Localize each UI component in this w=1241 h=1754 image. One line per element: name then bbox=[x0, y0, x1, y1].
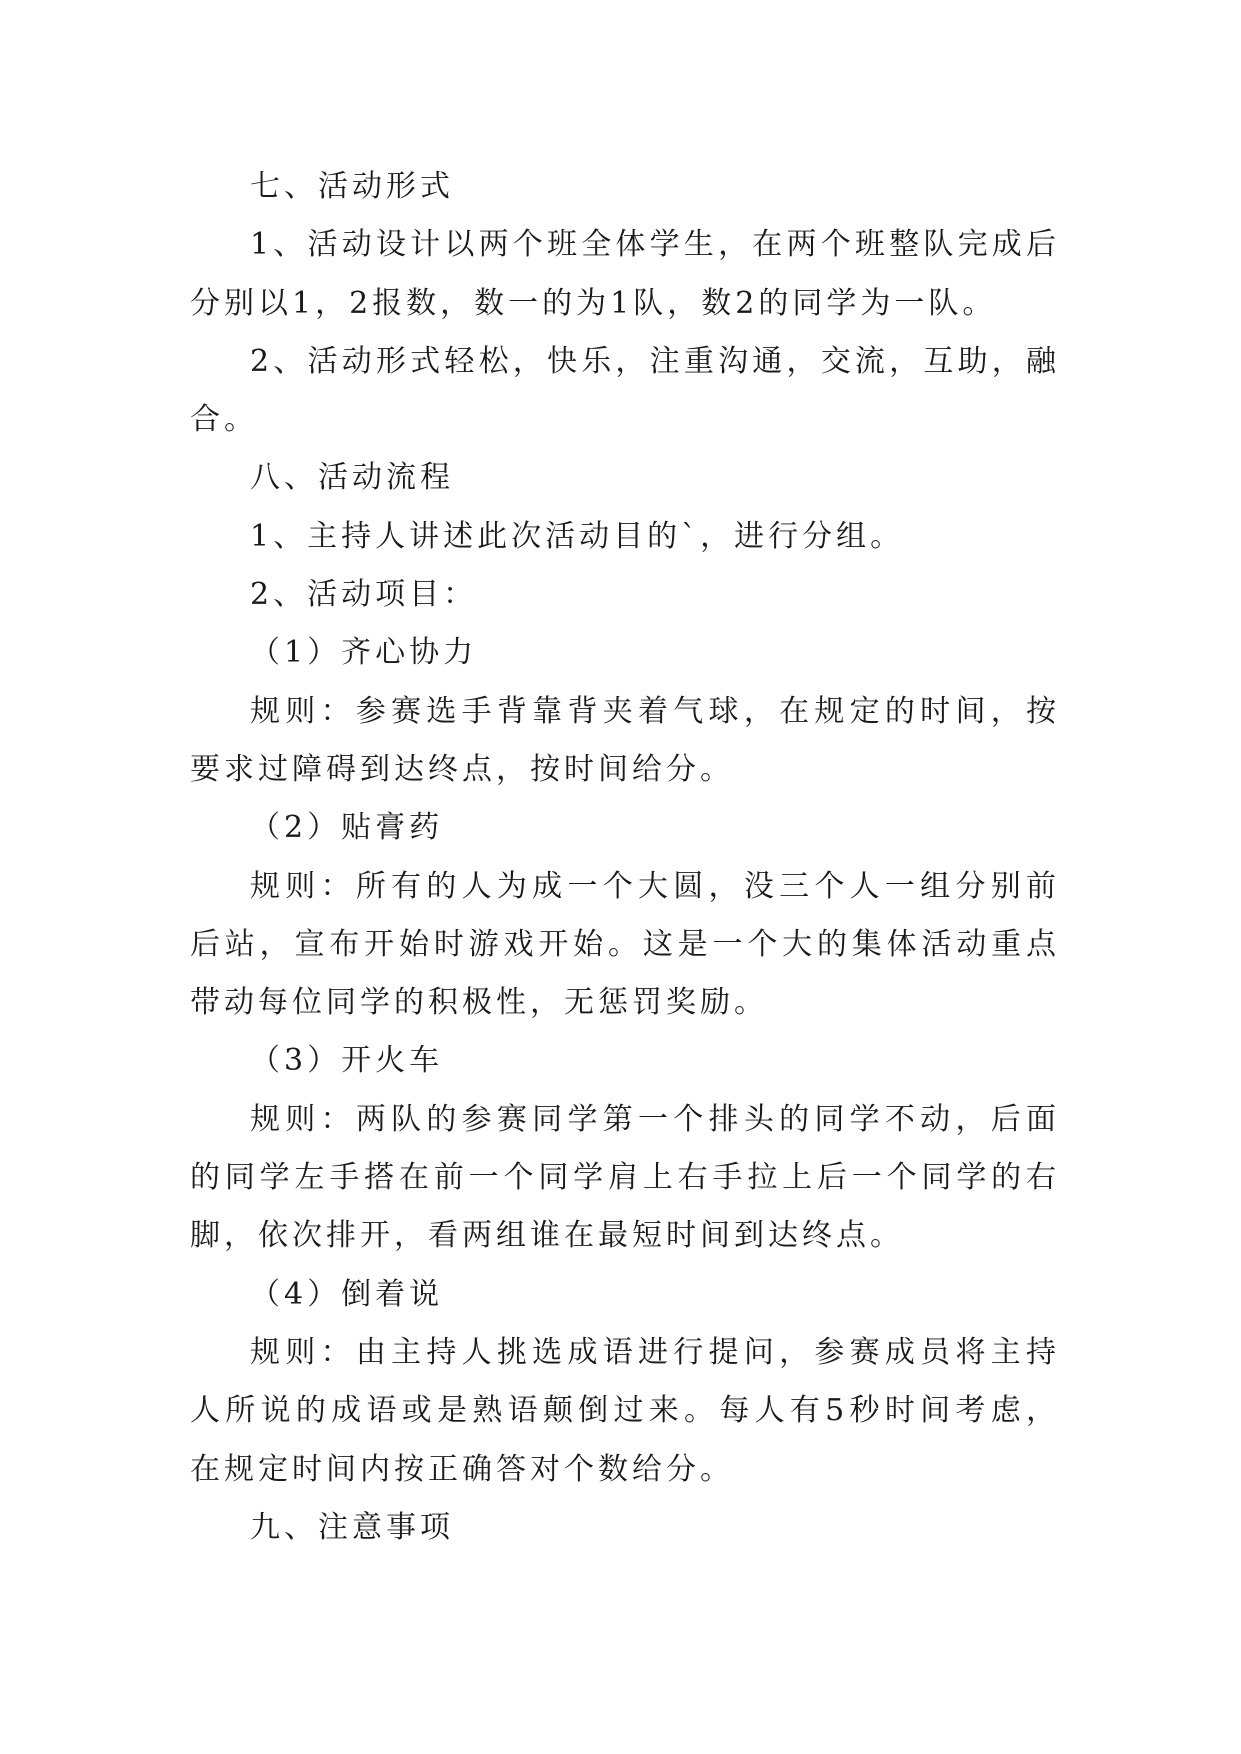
section-heading-notes: 九、注意事项 bbox=[250, 1509, 454, 1545]
paragraph-activity-design: 1、活动设计以两个班全体学生，在两个班整队完成后分别以1，2报数，数一的为1队，数2的同学为一队。 bbox=[190, 227, 1060, 321]
item-rule-3: 规则：两队的参赛同学第一个排头的同学不动，后面的同学左手搭在前一个同学肩上右手拉上后一个同学的右脚，依次排开，看两组谁在最短时间到达终点。 bbox=[190, 1101, 1060, 1254]
item-rule-2: 规则：所有的人为成一个大圆，没三个人一组分别前后站，宣布开始时游戏开始。这是一个大的集体活动重点带动每位同学的积极性，无惩罚奖励。 bbox=[190, 868, 1060, 1021]
item-heading-1: （1）齐心协力 bbox=[250, 635, 478, 671]
item-heading-3: （3）开火车 bbox=[250, 1043, 444, 1079]
paragraph-activity-items: 2、活动项目： bbox=[250, 577, 478, 613]
item-rule-4: 规则：由主持人挑选成语进行提问，参赛成员将主持人所说的成语或是熟语颠倒过来。每人有5秒时间考虑，在规定时间内按正确答对个数给分。 bbox=[190, 1334, 1060, 1487]
paragraph-activity-style: 2、活动形式轻松，快乐，注重沟通，交流，互助，融合。 bbox=[190, 343, 1060, 438]
paragraph-host-intro: 1、主持人讲述此次活动目的`，进行分组。 bbox=[250, 518, 905, 554]
item-heading-4: （4）倒着说 bbox=[250, 1276, 444, 1312]
item-heading-2: （2）贴膏药 bbox=[250, 810, 444, 846]
section-heading-activity-form: 七、活动形式 bbox=[250, 169, 454, 204]
section-heading-activity-process: 八、活动流程 bbox=[250, 460, 454, 496]
item-rule-1: 规则：参赛选手背靠背夹着气球，在规定的时间，按要求过障碍到达终点，按时间给分。 bbox=[190, 693, 1060, 787]
document-body bbox=[190, 158, 1060, 1557]
